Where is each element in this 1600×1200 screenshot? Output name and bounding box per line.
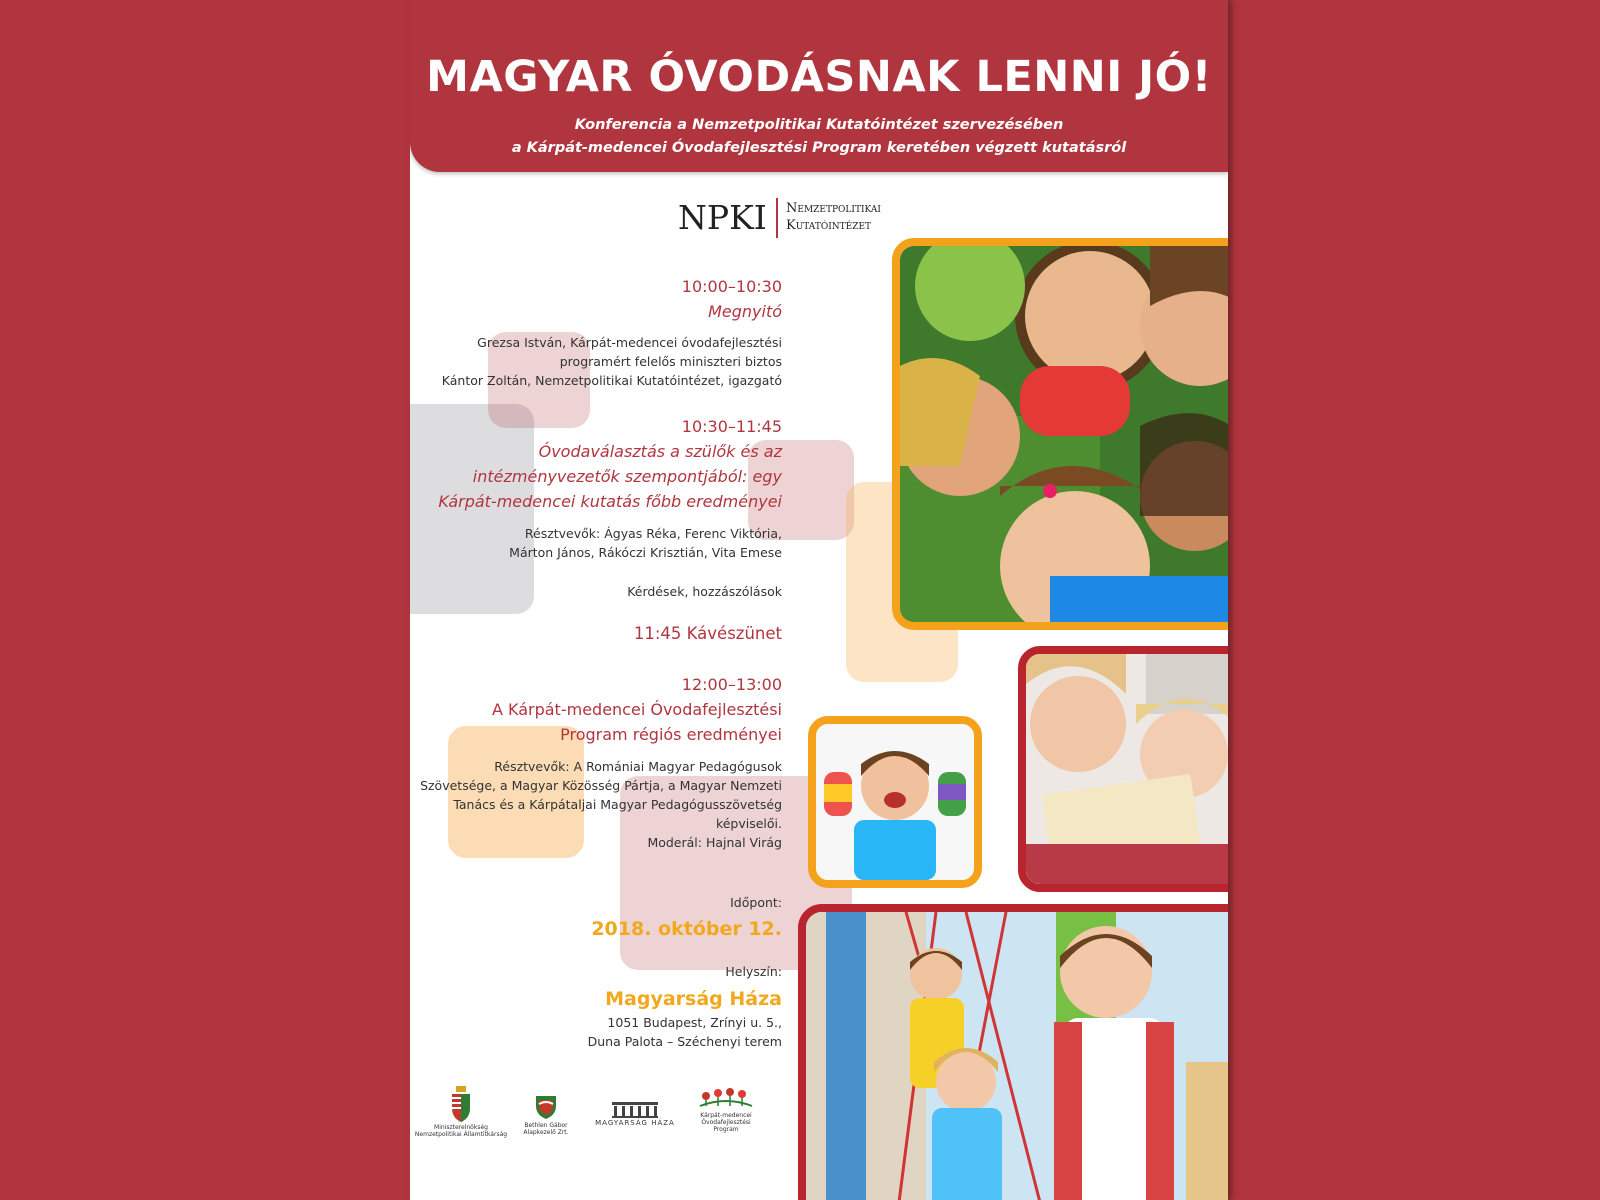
participant-line: Résztvevők: Ágyas Réka, Ferenc Viktória, xyxy=(524,526,782,541)
boy-painted-hands-image xyxy=(816,724,974,880)
session1-title: Megnyitó xyxy=(708,302,782,321)
session3-title xyxy=(492,697,782,747)
page-title: MAGYAR ÓVODÁSNAK LENNI JÓ! xyxy=(426,52,1212,102)
footer-logo-magyarsag-haza xyxy=(590,1098,680,1127)
footer-logo-text: Alapkezelő Zrt. xyxy=(523,1129,569,1136)
footer-logo-miniszterelnokseg xyxy=(410,1086,516,1138)
photo-boy-painted-hands xyxy=(808,716,982,888)
npki-logo-divider xyxy=(776,198,778,238)
footer-logo-text: Óvodafejlesztési xyxy=(701,1119,751,1126)
speaker-line: programért felelős miniszteri biztos xyxy=(559,354,782,369)
bethlen-shield-icon xyxy=(534,1094,558,1120)
footer-logo-text: Program xyxy=(713,1126,739,1133)
session2-time: 10:30–11:45 xyxy=(681,417,782,436)
footer-logo-text: Kárpát-medencei xyxy=(700,1112,752,1119)
session2-title xyxy=(438,439,782,514)
speaker-line: Grezsa István, Kárpát-medencei óvodafejlesztési xyxy=(477,335,782,350)
participant-line: Moderál: Hajnal Virág xyxy=(647,835,782,850)
session1-time: 10:00–10:30 xyxy=(681,277,782,296)
footer-logo-text: Nemzetpolitikai Államtitkárság xyxy=(414,1131,508,1138)
building-icon xyxy=(610,1098,660,1118)
footer-logo-bethlen-gabor xyxy=(516,1094,576,1136)
footer-logo-text: Bethlen Gábor xyxy=(524,1122,568,1129)
participant-line: Márton János, Rákóczi Krisztián, Vita Emese xyxy=(509,545,782,560)
photo-kids-playground xyxy=(798,904,1228,1200)
event-poster xyxy=(410,0,1228,1200)
session2-title-line: intézményvezetők szempontjából: egy xyxy=(472,467,782,486)
npki-logo-name-line: Nemzetpolitikai xyxy=(786,201,881,216)
session2-participants xyxy=(509,524,782,562)
event-date: 2018. október 12. xyxy=(591,918,782,940)
session2-questions: Kérdések, hozzászólások xyxy=(627,584,782,599)
session3-time: 12:00–13:00 xyxy=(681,675,782,694)
session1-speakers xyxy=(442,333,782,390)
kids-playground-image xyxy=(806,912,1228,1200)
session3-participants xyxy=(420,757,782,852)
participant-line: képviselői. xyxy=(715,816,782,831)
venue-address xyxy=(588,1013,782,1051)
session3-title-line: Program régiós eredményei xyxy=(560,725,782,744)
address-line: 1051 Budapest, Zrínyi u. 5., xyxy=(607,1015,782,1030)
tulips-icon xyxy=(696,1088,756,1110)
footer-logo-text: Miniszterelnökség xyxy=(434,1124,488,1131)
coat-of-arms-icon xyxy=(450,1086,472,1122)
kids-reading-image xyxy=(1026,654,1228,884)
participant-line: Tanács és a Kárpátaljai Magyar Pedagógusszövetség xyxy=(453,797,782,812)
kids-circle-image xyxy=(900,246,1228,622)
address-line: Duna Palota – Széchenyi terem xyxy=(587,1034,782,1049)
photo-kids-reading xyxy=(1018,646,1228,892)
session2-title-line: Óvodaválasztás a szülők és az xyxy=(538,442,782,461)
npki-logo-name-line: Kutatóintézet xyxy=(786,218,872,233)
speaker-line: Kántor Zoltán, Nemzetpolitikai Kutatóintézet, igazgató xyxy=(441,373,782,388)
coffee-break: 11:45 Kávészünet xyxy=(633,624,782,643)
subtitle-line: a Kárpát-medencei Óvodafejlesztési Program keretében végzett kutatásról xyxy=(511,140,1127,156)
venue-name: Magyarság Háza xyxy=(605,988,782,1010)
subtitle-line: Konferencia a Nemzetpolitikai Kutatóintézet szervezésében xyxy=(574,117,1064,133)
npki-logo-mark: NPKI xyxy=(678,198,767,237)
photo-kids-circle xyxy=(892,238,1228,630)
date-label: Időpont: xyxy=(730,895,782,910)
footer-logo-text: MAGYARSÁG HÁZA xyxy=(595,1119,675,1127)
participant-line: Szövetsége, a Magyar Közösség Pártja, a Magyar Nemzeti xyxy=(420,778,782,793)
npki-logo-name xyxy=(786,200,881,234)
session2-title-line: Kárpát-medencei kutatás főbb eredményei xyxy=(438,492,782,511)
venue-label: Helyszín: xyxy=(725,964,782,979)
page-subtitle xyxy=(410,114,1228,160)
session3-title-line: A Kárpát-medencei Óvodafejlesztési xyxy=(491,700,782,719)
footer-logo-ovodafejlesztesi-program xyxy=(688,1088,764,1133)
participant-line: Résztvevők: A Romániai Magyar Pedagógusok xyxy=(494,759,782,774)
